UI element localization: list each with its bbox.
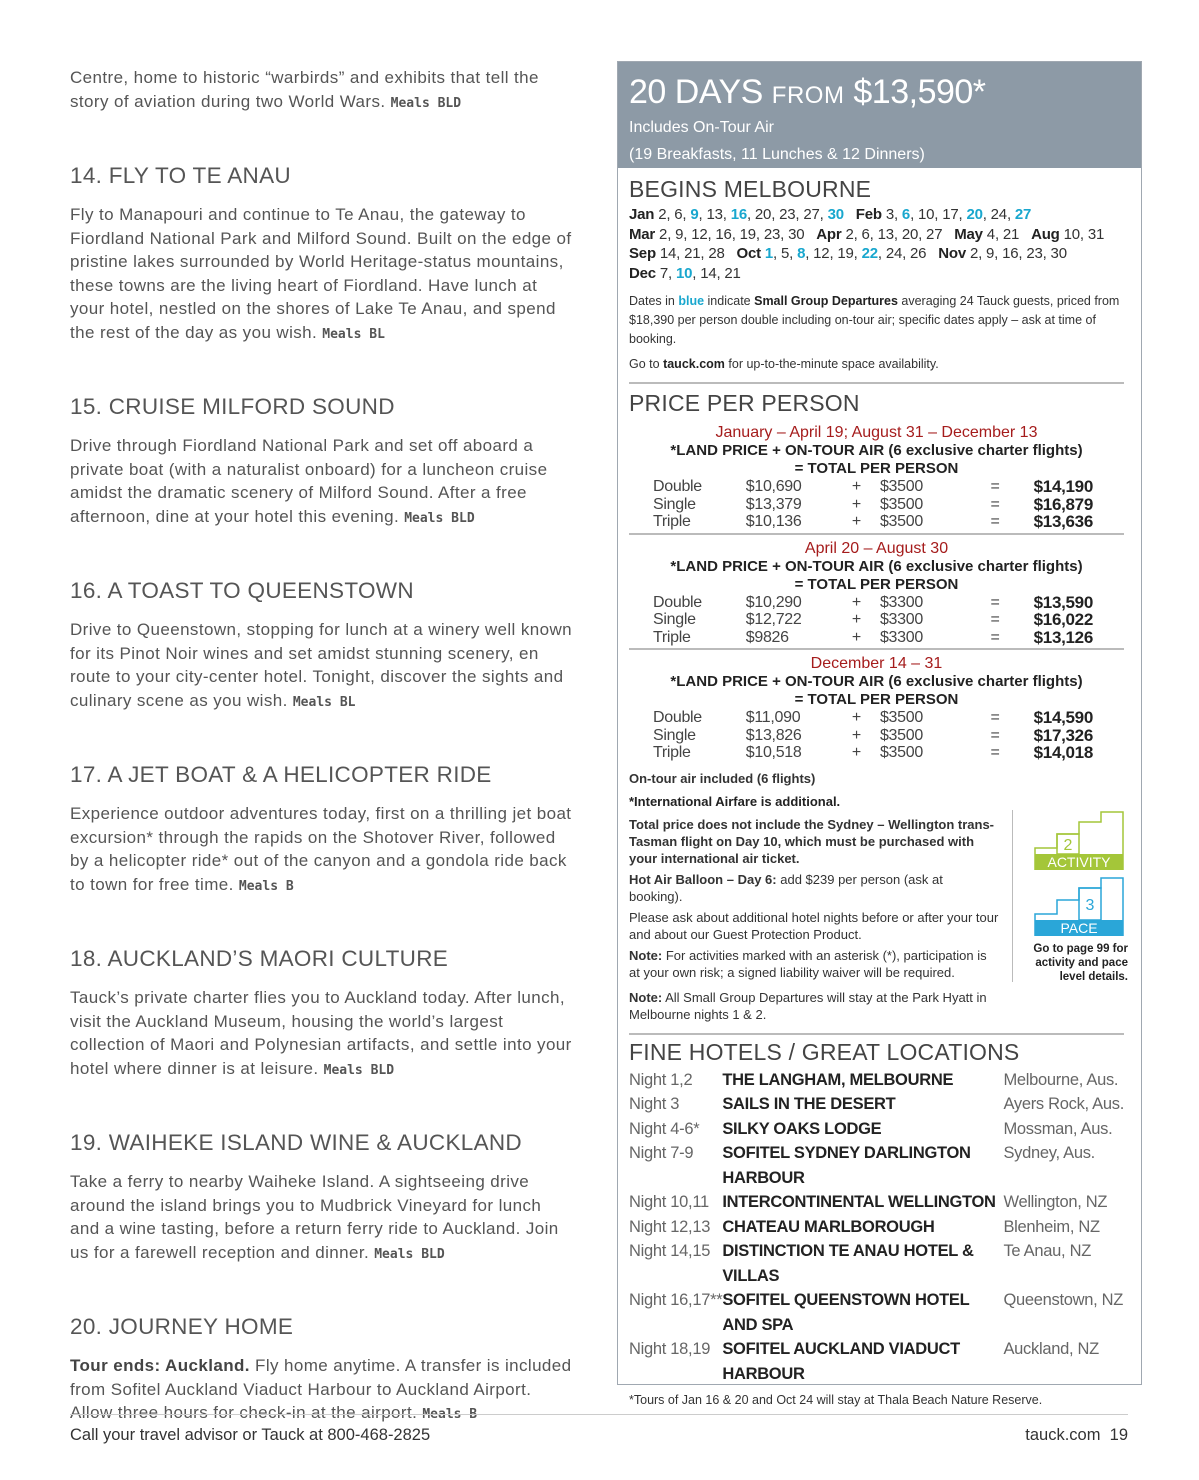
tour-info-panel xyxy=(617,61,1142,1407)
hotel-location: Auckland, NZ xyxy=(1003,1340,1099,1358)
ask-note: Please ask about additional hotel nights before or after your tour and about our Guest Protection Product. xyxy=(629,909,999,942)
hotel-location: Melbourne, Aus. xyxy=(1003,1070,1119,1089)
hotel-row xyxy=(629,1117,1124,1142)
activity-icon xyxy=(1033,810,1133,872)
hotel-nights: Night 12,13 xyxy=(629,1217,711,1236)
hotel-row xyxy=(629,1092,1124,1117)
hotel-row xyxy=(629,1141,1124,1190)
itinerary-day xyxy=(70,762,575,898)
price-row: Single $13,379 + $3500 = $16,879 xyxy=(653,494,1093,514)
meals-label: Meals BL xyxy=(322,326,385,342)
price-row: Single $12,722 + $3300 = $16,022 xyxy=(653,610,1093,629)
tauck-link[interactable]: tauck.com xyxy=(663,357,725,371)
availability-note: Go to tauck.com for up-to-the-minute space availability. xyxy=(629,357,939,371)
meals-label: Meals BLD xyxy=(404,510,475,526)
day-description xyxy=(70,618,575,714)
hotel-name: SOFITEL QUEENSTOWN HOTEL AND SPA xyxy=(722,1291,970,1334)
svg-text:PACE: PACE xyxy=(1060,919,1098,936)
hotel-nights: Night 14,15 xyxy=(629,1242,711,1260)
meals-summary: (19 Breakfasts, 11 Lunches & 12 Dinners) xyxy=(629,146,925,163)
level-badges xyxy=(1012,810,1128,982)
hotels-table xyxy=(629,1068,1124,1387)
hotel-name: SAILS IN THE DESERT xyxy=(722,1095,896,1113)
from-label: FROM xyxy=(771,82,845,109)
land-price-line: *LAND PRICE + ON-TOUR AIR (6 exclusive charter flights) xyxy=(670,557,1083,575)
onair-note: On-tour air included (6 flights) xyxy=(629,770,816,786)
includes-air: Includes On-Tour Air xyxy=(629,119,774,136)
hotel-name: SILKY OAKS LODGE xyxy=(722,1119,882,1138)
hotel-row xyxy=(629,1337,1124,1386)
day-text: Drive through Fiordland National Park and set off aboard a private boat (with a naturalist onboard) for a luncheon cruise amidst the dramatic scenery of Milford Sound. After a free afternoon, dine at your hotel this evening. xyxy=(70,436,548,526)
hotel-row xyxy=(629,1190,1124,1215)
duration: 20 DAYS xyxy=(629,73,763,111)
tours-note: *Tours of Jan 16 & 20 and Oct 24 will stay at Thala Beach Nature Reserve. xyxy=(629,1393,1043,1407)
itinerary-column xyxy=(70,66,575,1427)
begins-title: BEGINS MELBOURNE xyxy=(629,176,872,202)
price-period: January – April 19; August 31 – December 13 xyxy=(715,424,1038,441)
day-lead: Tour ends: Auckland. xyxy=(70,1356,250,1375)
land-price-line: *LAND PRICE + ON-TOUR AIR (6 exclusive charter flights) xyxy=(670,673,1083,690)
hotel-row xyxy=(629,1239,1124,1288)
price-period-header xyxy=(629,539,1124,594)
hotel-row xyxy=(629,1068,1124,1093)
hotel-name: DISTINCTION TE ANAU HOTEL & VILLAS xyxy=(722,1242,974,1285)
price-rows xyxy=(653,709,1093,762)
day-text: Fly to Manapouri and continue to Te Anau, the gateway to Fiordland National Park and Milford Sound. Built on the edge of pristine lakes surrounded by World Heritage-status mountains, these towns are the living heart of Fiordland. Have lunch at your hotel, nestled on the shores of Lake Te Anau, and spend the rest of the day as you wish. xyxy=(70,205,572,342)
price-row: Single $13,826 + $3500 = $17,326 xyxy=(653,725,1093,745)
price-row: Triple $9826 + $3300 = $13,126 xyxy=(653,627,1093,647)
price-row: Triple $10,518 + $3500 = $14,018 xyxy=(653,743,1093,762)
price-rows xyxy=(653,478,1093,531)
day-title: 17. A JET BOAT & A HELICOPTER RIDE xyxy=(70,762,492,787)
small-group-note: Dates in blue indicate Small Group Departures averaging 24 Tauck guests, priced from $18,390 per person double including on-tour air; specific dates apply – ask at time of booking. xyxy=(629,294,1120,346)
day-text: Fly home anytime. A transfer is included from Sofitel Auckland Viaduct Harbour to Auckland Airport. Allow three hours for check-in at the airport. xyxy=(70,1356,572,1422)
hotel-location: Queenstown, NZ xyxy=(1003,1291,1124,1309)
day-text: Drive to Queenstown, stopping for lunch at a winery well known for its Pinot Noir wines and set amidst stunning scenery, en route to your city-center hotel. Tonight, discover the sights and culinary scene as you wish. xyxy=(70,620,572,710)
svg-text:3: 3 xyxy=(1085,896,1095,914)
day-title: 20. JOURNEY HOME xyxy=(70,1314,294,1339)
price-title: PRICE PER PERSON xyxy=(629,390,860,416)
day-title: 14. FLY TO TE ANAU xyxy=(70,163,291,188)
day-title: 18. AUCKLAND’S MAORI CULTURE xyxy=(70,946,449,971)
price-row: Double $11,090 + $3500 = $14,590 xyxy=(653,708,1093,727)
meals-label: Meals B xyxy=(422,1407,478,1422)
meals-label: Meals BLD xyxy=(390,95,462,111)
itinerary-day xyxy=(70,394,575,530)
day-text: Take a ferry to nearby Waiheke Island. A sightseeing drive around the island brings you to Mudbrick Vineyard for lunch and a wine tasting, before a return ferry ride to Auckland. Join us for a farewell reception and dinner. xyxy=(70,1172,559,1262)
hotel-location: Mossman, Aus. xyxy=(1003,1119,1113,1138)
hotel-name: CHATEAU MARLBOROUGH xyxy=(722,1217,935,1236)
notes-area: On-tour air included (6 flights) *International Airfare is additional. Total price does not include the Sydney – Wellington trans-Tasman flight on Day 10, which must be purchased with your international air ticket. Hot Air Balloon – Day 6: add $239 per person (ask at booking). Please ask about additional hotel nights before or after your tour and about our Guest Protection Product. Note: For activities marked with an asterisk (*), participation is at your own risk; a signed liability waiver will be required. Note: All Small Group Departures will stay at the Park Hyatt in Melbourne nights 1 & 2. 2 ACTIVITY 3 PACE Go to page 99 for activity and pace level details. xyxy=(629,770,1124,1023)
hotel-name: SOFITEL SYDNEY DARLINGTON HARBOUR xyxy=(722,1144,971,1187)
price-period: December 14 – 31 xyxy=(810,655,943,672)
land-price-line: *LAND PRICE + ON-TOUR AIR (6 exclusive charter flights) xyxy=(670,442,1083,459)
meals-label: Meals BLD xyxy=(374,1246,445,1262)
hotels-title: FINE HOTELS / GREAT LOCATIONS xyxy=(629,1038,1020,1065)
day-description xyxy=(70,986,575,1082)
svg-text:2: 2 xyxy=(1063,836,1073,854)
hotel-nights: Night 4-6* xyxy=(629,1119,700,1138)
departure-dates: Jan 2, 6, 9, 13, 16, 20, 23, 27, 30 Feb 3, 6, 10, 17, 20, 24, 27 Mar 2, 9, 12, 16, 19, 23, 30 Apr 2, 6, 13, 20, 27 May 4, 21 Aug 10, 31 Sep 14, 21, 28 Oct 1, 5, 8, 12, 19, 22, 24, 26 Nov 2, 9, 16, 23, 30 Dec 7, 10, 14, 21 xyxy=(629,206,1105,282)
price-header xyxy=(618,62,1141,168)
meals-label: Meals B xyxy=(238,878,294,894)
price-period-header xyxy=(629,423,1124,478)
price-row: Double $10,290 + $3300 = $13,590 xyxy=(653,592,1093,612)
hotel-location: Sydney, Aus. xyxy=(1003,1144,1095,1162)
total-line: = TOTAL PER PERSON xyxy=(794,460,959,477)
day-title: 15. CRUISE MILFORD SOUND xyxy=(70,394,395,419)
day-text: Tauck’s private charter flies you to Auckland today. After lunch, visit the Auckland Museum, housing the world’s largest collection of Maori and Polynesian artifacts, and settle into your hotel where dinner is at leisure. xyxy=(70,988,572,1078)
day-description xyxy=(70,203,575,346)
level-details-note: Go to page 99 for activity and pace level details. xyxy=(1033,942,1128,983)
itinerary-day xyxy=(70,946,575,1082)
itinerary-day xyxy=(70,578,575,714)
price-period-header xyxy=(629,654,1124,709)
hotel-location: Ayers Rock, Aus. xyxy=(1003,1095,1124,1113)
hotel-name: THE LANGHAM, MELBOURNE xyxy=(722,1070,954,1089)
intro-text: Centre, home to historic “warbirds” and exhibits that tell the story of aviation during two World Wars. xyxy=(70,68,539,111)
price-rows xyxy=(653,594,1093,647)
hotel-row xyxy=(629,1215,1124,1240)
footer-contact: Call your travel advisor or Tauck at 800-468-2825 xyxy=(70,1426,431,1444)
price-row: Triple $10,136 + $3500 = $13,636 xyxy=(653,512,1093,531)
starting-price: $13,590* xyxy=(853,73,986,111)
day-description xyxy=(70,1170,575,1266)
total-line: = TOTAL PER PERSON xyxy=(794,575,959,593)
hotel-nights: Night 1,2 xyxy=(629,1070,693,1089)
day-text: Experience outdoor adventures today, first on a thrilling jet boat excursion* through the rapids on the Shotover River, followed by a helicopter ride* out of the canyon and a gondola ride back to town for free time. xyxy=(70,804,572,894)
hotel-nights: Night 3 xyxy=(629,1095,680,1113)
hotel-nights: Night 16,17** xyxy=(629,1291,723,1309)
itinerary-days xyxy=(70,163,575,1427)
hotel-nights: Night 7-9 xyxy=(629,1144,694,1162)
total-line: = TOTAL PER PERSON xyxy=(794,691,959,708)
hotel-nights: Night 18,19 xyxy=(629,1340,711,1358)
hotel-location: Wellington, NZ xyxy=(1003,1193,1108,1211)
page-number: 19 xyxy=(1109,1426,1128,1444)
hotel-location: Blenheim, NZ xyxy=(1003,1217,1100,1236)
total-note: Total price does not include the Sydney – Wellington trans-Tasman flight on Day 10, which must be purchased with your international air ticket. xyxy=(629,816,995,866)
meals-label: Meals BL xyxy=(292,694,356,710)
itinerary-day xyxy=(70,163,575,346)
itinerary-day xyxy=(70,1130,575,1266)
hotel-nights: Night 10,11 xyxy=(629,1193,709,1211)
hotel-row xyxy=(629,1288,1124,1337)
day-description xyxy=(70,434,575,530)
intl-note: *International Airfare is additional. xyxy=(629,793,841,809)
day-description xyxy=(70,1354,575,1427)
hotel-name: INTERCONTINENTAL WELLINGTON xyxy=(722,1193,996,1211)
footer-site[interactable]: tauck.com xyxy=(1025,1426,1101,1444)
day-description xyxy=(70,802,575,898)
footer-right xyxy=(1025,1426,1128,1445)
pace-icon xyxy=(1033,876,1133,938)
day-title: 19. WAIHEKE ISLAND WINE & AUCKLAND xyxy=(70,1130,522,1155)
hotel-location: Te Anau, NZ xyxy=(1003,1242,1091,1260)
price-row: Double $10,690 + $3500 = $14,190 xyxy=(653,477,1093,496)
hotel-name: SOFITEL AUCKLAND VIADUCT HARBOUR xyxy=(722,1340,960,1383)
day-title: 16. A TOAST TO QUEENSTOWN xyxy=(70,578,414,603)
svg-text:ACTIVITY: ACTIVITY xyxy=(1047,853,1111,870)
itinerary-day xyxy=(70,1314,575,1427)
price-period: April 20 – August 30 xyxy=(804,539,949,557)
price-table xyxy=(629,423,1124,762)
intro-paragraph xyxy=(70,66,575,115)
meals-label: Meals BLD xyxy=(323,1062,395,1078)
